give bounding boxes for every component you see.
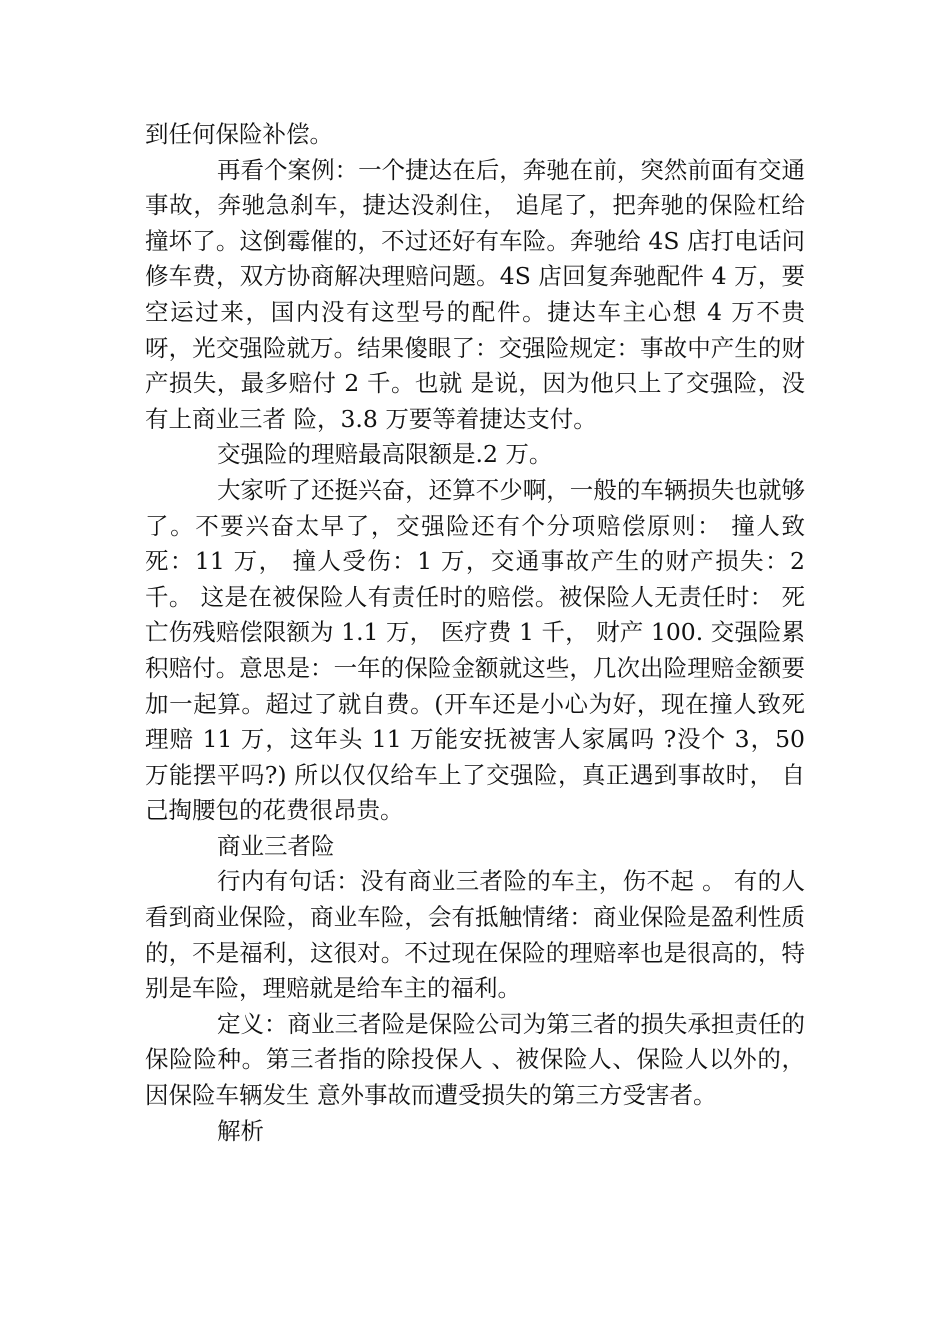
- section-heading-third-party: 商业三者险: [217, 831, 335, 860]
- section-heading-analysis: 解析: [217, 1116, 264, 1145]
- paragraph-definition: 定义：商业三者险是保险公司为第三者的损失承担责任的保险险种。第三者指的除投保人 、被保险人、保险人以外的，因保险车辆发生 意外事故而遭受损失的第三方受害者。: [145, 1009, 805, 1110]
- document-body: [145, 117, 805, 1149]
- paragraph-insurance-compensation: 到任何保险补偿。: [145, 120, 333, 148]
- paragraph-industry-saying: 行内有句话：没有商业三者险的车主，伤不起 。 有的人看到商业保险，商业车险，会有抵触情绪：商业保险是盈利性质的，不是福利，这很对。不过现在保险的理赔率也是很高的，特别是车险，理赔就是给车主的福利。: [145, 867, 805, 1003]
- paragraph-itemized-compensation: 大家听了还挺兴奋，还算不少啊，一般的车辆损失也就够了。不要兴奋太早了，交强险还有个分项赔偿原则： 撞人致死：11 万， 撞人受伤：1 万，交通事故产生的财产损失：2 千。 这是在被保险人有责任时的赔偿。被保险人无责任时： 死亡伤残赔偿限额为 1.1 万， 医疗费 1 千， 财产 100. 交强险累积赔付。意思是：一年的保险金额就这些，几次出险理赔金额要加一起算。超过了就自费。(开车还是小心为好，现在撞人致死理赔 11 万，这年头 11 万能安抚被害人家属吗 ?没个 3，50 万能摆平吗?) 所以仅仅给车上了交强险，真正遇到事故时， 自己掏腰包的花费很昂贵。: [145, 475, 805, 825]
- paragraph-max-limit: 交强险的理赔最高限额是.2 万。: [217, 440, 553, 469]
- paragraph-case-example: 再看个案例：一个捷达在后，奔驰在前，突然前面有交通事故，奔驰急刹车，捷达没刹住， 追尾了，把奔驰的保险杠给撞坏了。这倒霉催的，不过还好有车险。奔驰给 4S 店打电话问修车费，双方协商解决理赔问题。4S 店回复奔驰配件 4 万，要空运过来，国内没有这型号的配件。捷达车主心想 4 万不贵呀，光交强险就万。结果傻眼了：交强险规定：事故中产生的财产损失，最多赔付 2 千。也就 是说，因为他只上了交强险，没有上商业三者 险，3.8 万要等着捷达支付。: [145, 155, 805, 433]
